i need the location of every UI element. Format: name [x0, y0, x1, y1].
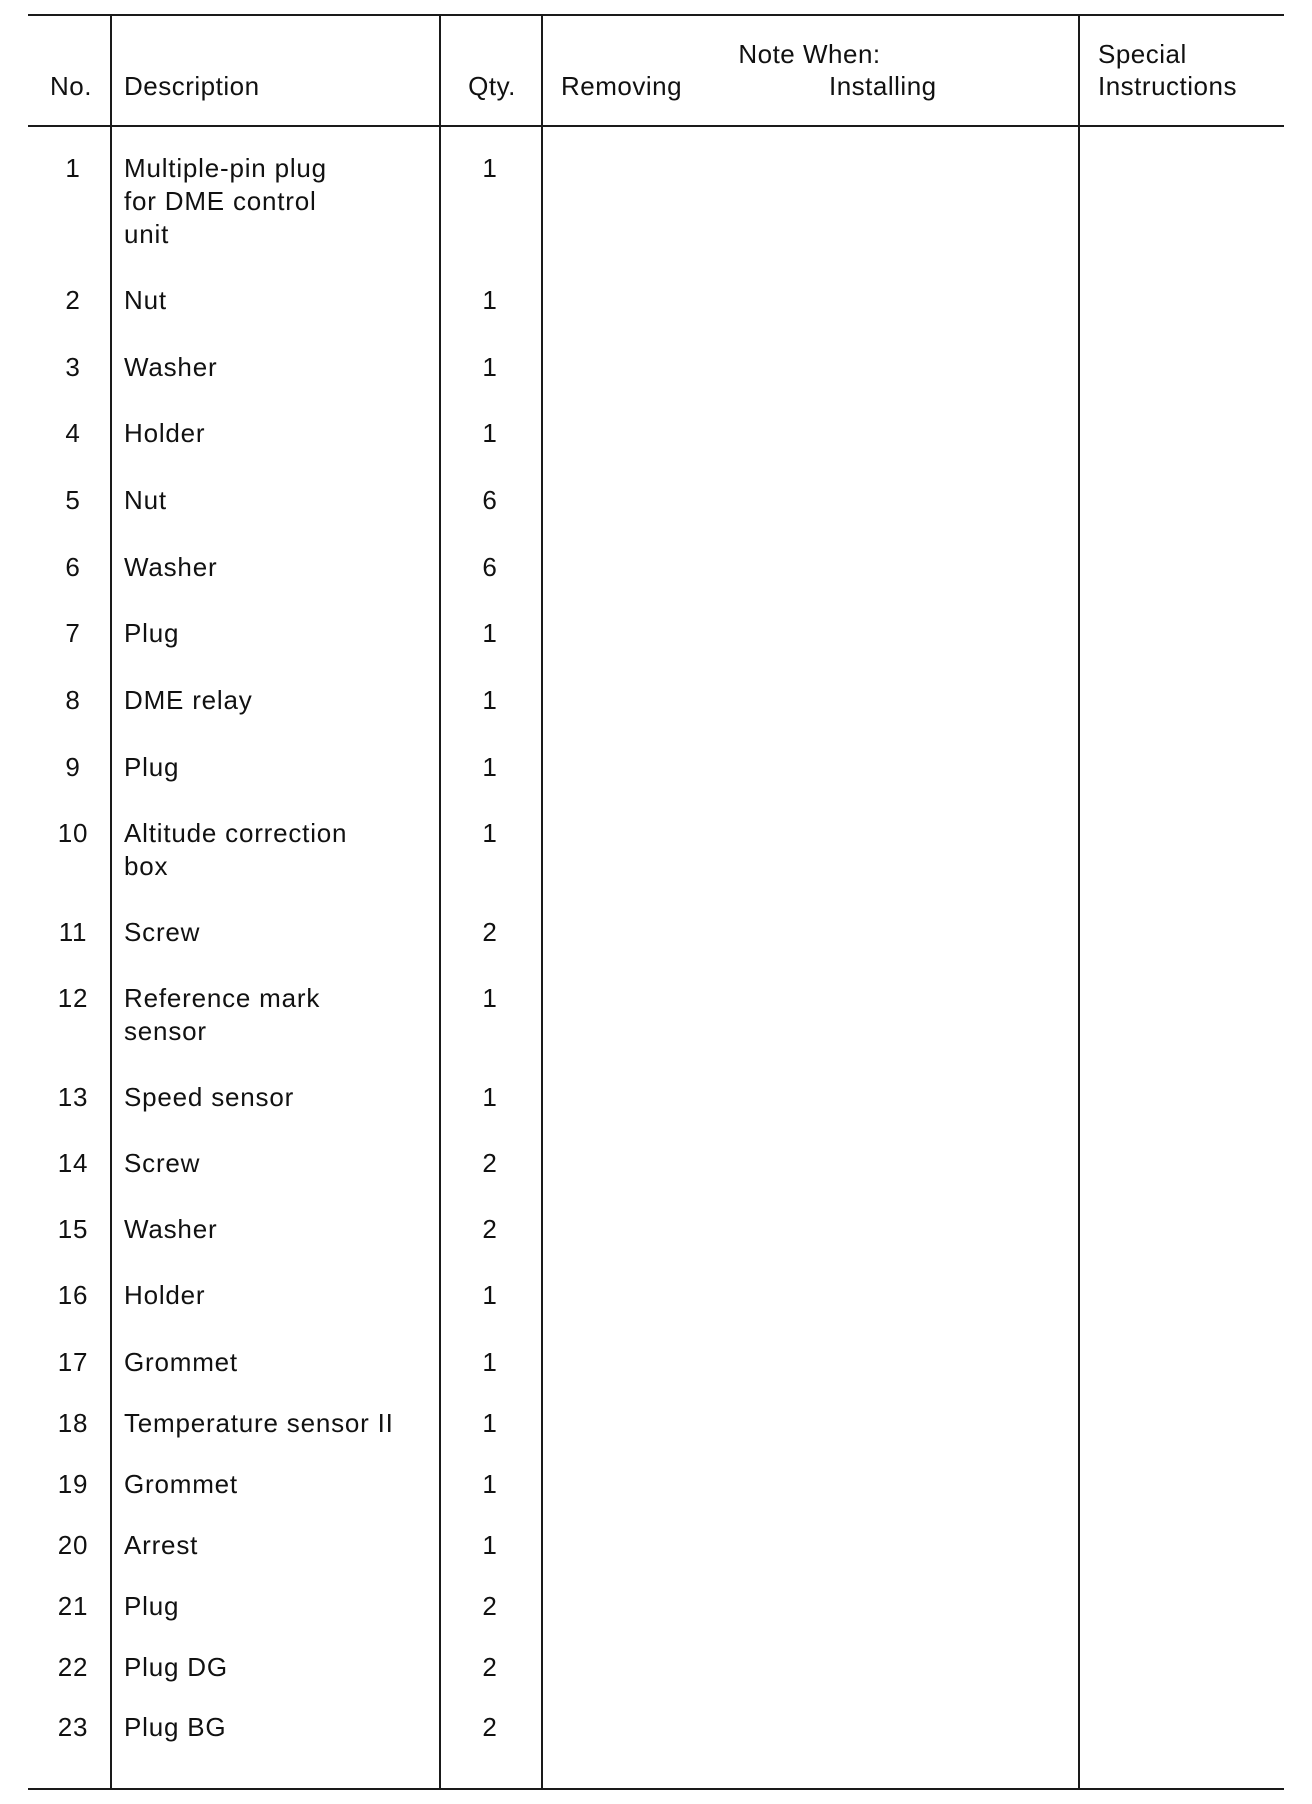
- row-description: Plug: [124, 618, 180, 648]
- row-number: 21: [57, 1591, 89, 1621]
- column-divider: [1078, 16, 1080, 1788]
- row-number: 13: [57, 1082, 89, 1112]
- row-qty: 1: [482, 752, 498, 782]
- header-no: No.: [50, 71, 92, 101]
- row-description: Holder: [124, 1280, 206, 1310]
- row-qty: 2: [482, 917, 498, 947]
- row-qty: 2: [482, 1591, 498, 1621]
- row-description: Reference mark sensor: [124, 983, 321, 1046]
- row-description: DME relay: [124, 685, 253, 715]
- row-number: 12: [57, 983, 89, 1013]
- row-description: Plug: [124, 752, 180, 782]
- row-description: Nut: [124, 485, 167, 515]
- row-qty: 2: [482, 1652, 498, 1682]
- row-description: Temperature sensor II: [124, 1408, 394, 1438]
- header-instructions: Instructions: [1098, 71, 1237, 101]
- row-description: Washer: [124, 1214, 218, 1244]
- row-qty: 1: [482, 352, 498, 382]
- row-qty: 1: [482, 1280, 498, 1310]
- row-number: 15: [57, 1214, 89, 1244]
- row-number: 9: [65, 752, 81, 782]
- column-divider: [541, 16, 543, 1788]
- header-separator: [28, 125, 1284, 127]
- parts-table: [28, 14, 1284, 1790]
- row-number: 10: [57, 818, 89, 848]
- row-number: 11: [58, 917, 88, 947]
- row-number: 14: [57, 1148, 89, 1178]
- header-installing: Installing: [829, 71, 937, 101]
- row-qty: 6: [482, 552, 498, 582]
- row-qty: 1: [482, 153, 498, 183]
- row-qty: 2: [482, 1214, 498, 1244]
- row-description: Holder: [124, 418, 206, 448]
- header-description: Description: [124, 71, 260, 101]
- header-qty: Qty.: [468, 71, 516, 101]
- row-description: Arrest: [124, 1530, 199, 1560]
- column-divider: [439, 16, 441, 1788]
- row-qty: 1: [482, 818, 498, 848]
- row-qty: 1: [482, 285, 498, 315]
- row-qty: 1: [482, 1347, 498, 1377]
- row-description: Washer: [124, 352, 218, 382]
- row-number: 22: [57, 1652, 89, 1682]
- row-qty: 1: [482, 1469, 498, 1499]
- row-number: 1: [65, 153, 81, 183]
- row-description: Nut: [124, 285, 167, 315]
- header-note-when: Note When:: [738, 39, 881, 69]
- row-qty: 6: [482, 485, 498, 515]
- row-qty: 1: [482, 418, 498, 448]
- row-description: Speed sensor: [124, 1082, 295, 1112]
- header-special: Special: [1098, 39, 1187, 69]
- row-qty: 1: [482, 685, 498, 715]
- row-number: 18: [57, 1408, 89, 1438]
- row-description: Plug: [124, 1591, 180, 1621]
- row-qty: 2: [482, 1712, 498, 1742]
- row-qty: 1: [482, 618, 498, 648]
- row-number: 5: [65, 485, 81, 515]
- row-number: 17: [57, 1347, 89, 1377]
- row-qty: 1: [482, 1408, 498, 1438]
- column-divider: [110, 16, 112, 1788]
- row-description: Washer: [124, 552, 218, 582]
- row-number: 6: [65, 552, 81, 582]
- row-qty: 1: [482, 1530, 498, 1560]
- row-number: 7: [65, 618, 81, 648]
- row-description: Screw: [124, 1148, 201, 1178]
- row-qty: 1: [482, 1082, 498, 1112]
- row-number: 3: [65, 352, 81, 382]
- header-removing: Removing: [561, 71, 683, 101]
- row-description: Plug DG: [124, 1652, 228, 1682]
- row-number: 20: [57, 1530, 89, 1560]
- row-number: 2: [65, 285, 81, 315]
- row-description: Altitude correction box: [124, 818, 348, 881]
- row-qty: 1: [482, 983, 498, 1013]
- row-description: Screw: [124, 917, 201, 947]
- row-number: 4: [65, 418, 81, 448]
- row-description: Multiple-pin plug for DME control unit: [124, 153, 327, 249]
- row-number: 19: [57, 1469, 89, 1499]
- row-description: Grommet: [124, 1469, 238, 1499]
- row-description: Plug BG: [124, 1712, 227, 1742]
- row-number: 8: [65, 685, 81, 715]
- row-qty: 2: [482, 1148, 498, 1178]
- row-number: 23: [57, 1712, 89, 1742]
- row-description: Grommet: [124, 1347, 238, 1377]
- row-number: 16: [57, 1280, 89, 1310]
